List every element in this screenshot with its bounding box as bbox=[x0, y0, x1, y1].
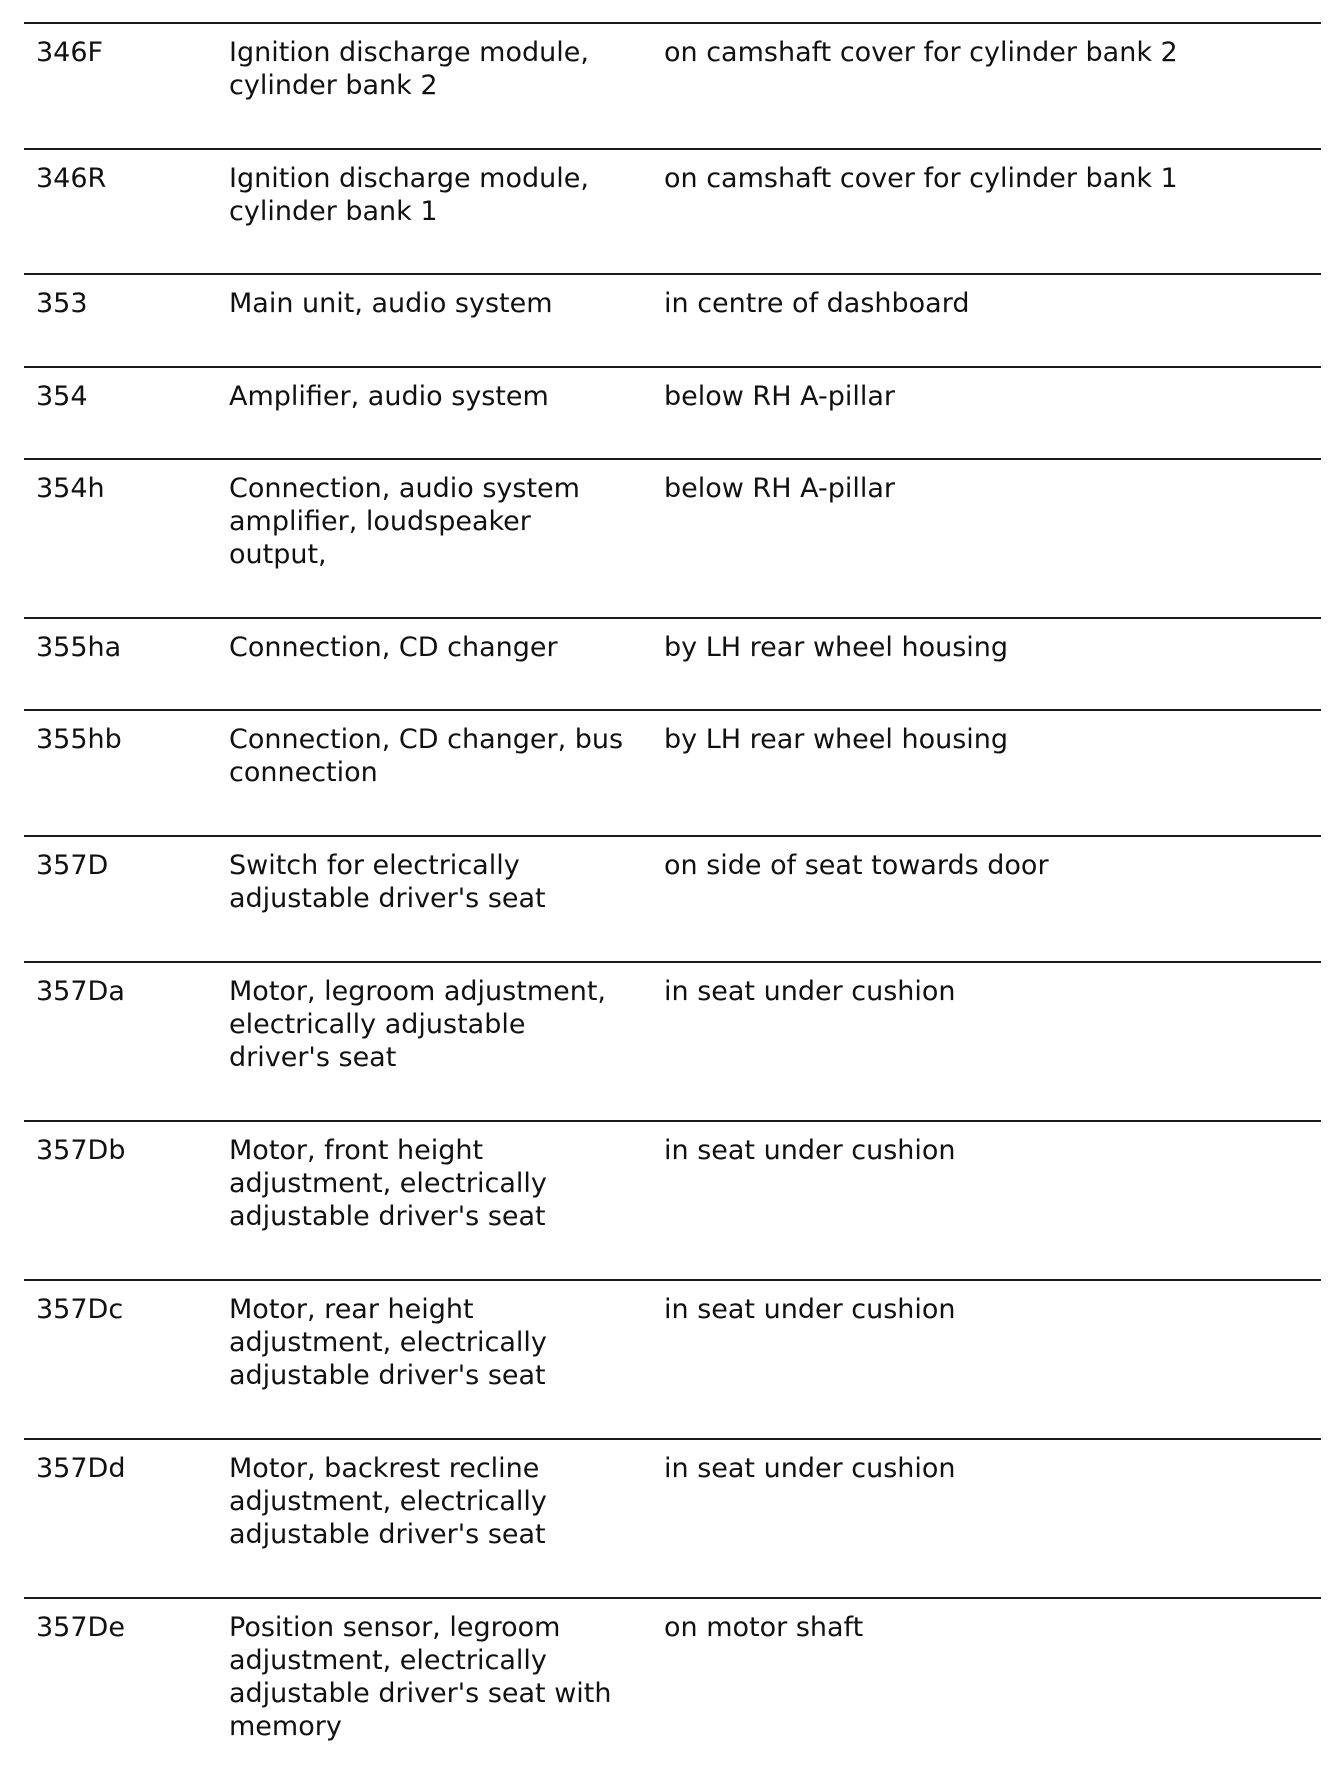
component-code: 354h bbox=[36, 473, 105, 504]
component-location-table bbox=[24, 22, 1321, 1767]
table-row bbox=[24, 835, 1321, 961]
component-location: on motor shaft bbox=[664, 1612, 864, 1643]
component-description: Connection, CD changer, bus connection bbox=[229, 724, 624, 788]
component-description: Ignition discharge module, cylinder bank 2 bbox=[229, 37, 589, 101]
component-location: on camshaft cover for cylinder bank 2 bbox=[664, 37, 1178, 68]
component-code: 346R bbox=[36, 163, 107, 194]
table-row bbox=[24, 617, 1321, 709]
component-description: Main unit, audio system bbox=[229, 288, 553, 319]
component-description: Motor, rear height adjustment, electrically adjustable driver's seat bbox=[229, 1294, 547, 1391]
component-description: Connection, audio system amplifier, loudspeaker output, bbox=[229, 473, 580, 570]
component-description: Position sensor, legroom adjustment, electrically adjustable driver's seat with memory bbox=[229, 1612, 612, 1742]
component-code: 357Db bbox=[36, 1135, 126, 1166]
table-row bbox=[24, 1120, 1321, 1279]
component-description: Motor, front height adjustment, electrically adjustable driver's seat bbox=[229, 1135, 547, 1232]
table-row bbox=[24, 366, 1321, 458]
component-code: 357D bbox=[36, 850, 109, 881]
component-location: by LH rear wheel housing bbox=[664, 724, 1009, 755]
table-row bbox=[24, 1438, 1321, 1597]
table-row bbox=[24, 961, 1321, 1120]
component-code: 357Da bbox=[36, 976, 125, 1007]
component-description: Amplifier, audio system bbox=[229, 381, 549, 412]
table-row bbox=[24, 22, 1321, 148]
component-code: 357Dc bbox=[36, 1294, 124, 1325]
component-location: below RH A-pillar bbox=[664, 381, 895, 412]
table-row bbox=[24, 709, 1321, 835]
component-location: in centre of dashboard bbox=[664, 288, 970, 319]
table-row bbox=[24, 458, 1321, 617]
component-description: Connection, CD changer bbox=[229, 632, 558, 663]
component-code: 357De bbox=[36, 1612, 125, 1643]
table-row bbox=[24, 1279, 1321, 1438]
component-location: by LH rear wheel housing bbox=[664, 632, 1009, 663]
component-code: 355hb bbox=[36, 724, 122, 755]
component-code: 357Dd bbox=[36, 1453, 126, 1484]
component-code: 346F bbox=[36, 37, 104, 68]
component-location: on side of seat towards door bbox=[664, 850, 1049, 881]
component-code: 355ha bbox=[36, 632, 122, 663]
component-location: on camshaft cover for cylinder bank 1 bbox=[664, 163, 1178, 194]
table-row bbox=[24, 273, 1321, 366]
component-code: 353 bbox=[36, 288, 88, 319]
component-description: Motor, backrest recline adjustment, electrically adjustable driver's seat bbox=[229, 1453, 547, 1550]
table-row bbox=[24, 148, 1321, 273]
component-location: in seat under cushion bbox=[664, 976, 956, 1007]
component-location: in seat under cushion bbox=[664, 1135, 956, 1166]
component-location: in seat under cushion bbox=[664, 1294, 956, 1325]
component-code: 354 bbox=[36, 381, 88, 412]
component-location: below RH A-pillar bbox=[664, 473, 895, 504]
table-row bbox=[24, 1597, 1321, 1767]
component-location: in seat under cushion bbox=[664, 1453, 956, 1484]
component-description: Ignition discharge module, cylinder bank 1 bbox=[229, 163, 589, 227]
component-description: Motor, legroom adjustment, electrically adjustable driver's seat bbox=[229, 976, 607, 1073]
component-description: Switch for electrically adjustable driver's seat bbox=[229, 850, 546, 914]
